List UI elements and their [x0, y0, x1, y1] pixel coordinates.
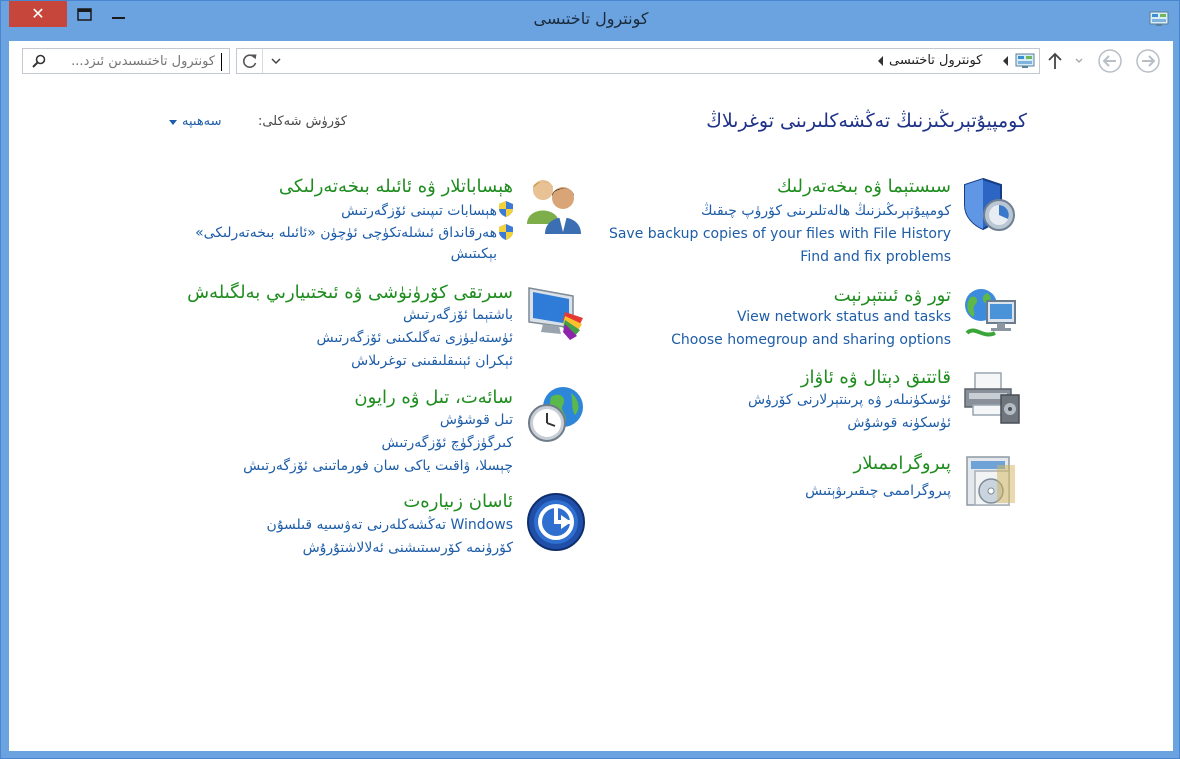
control-panel-content	[9, 79, 1173, 751]
control-panel-icon	[1015, 53, 1035, 69]
category-clock-language-region[interactable]: سائەت، تىل ۋە رايون	[354, 387, 513, 408]
link-family-safety-any-user[interactable]: ھەرقانداق ئىشلەتكۈچى ئۈچۈن «ئائىلە بىخەتەرلىكى»	[195, 225, 497, 241]
category-programs[interactable]: پىروگراممىلار	[853, 453, 951, 474]
link-uninstall-program[interactable]: پىروگراممى چىقىرىۋېتىش	[805, 483, 951, 499]
link-view-devices-printers[interactable]: ئۈسكۈنىلەر ۋە پرىنتېرلارنى كۆرۈش	[747, 392, 951, 408]
network-globe-icon[interactable]	[961, 285, 1023, 347]
up-arrow-icon[interactable]	[1045, 50, 1065, 72]
category-network-internet[interactable]: تور ۋە ئىنتېرنېت	[833, 285, 951, 306]
link-change-account-type[interactable]: ھېسابات تىپىنى ئۆزگەرتىش	[341, 203, 497, 219]
link-network-status[interactable]: View network status and tasks	[737, 309, 951, 325]
search-input[interactable]	[51, 51, 217, 71]
recent-locations-chevron-icon[interactable]	[1073, 53, 1085, 69]
hardware-printer-icon[interactable]	[961, 369, 1023, 431]
link-adjust-screen-resolution[interactable]: ئېكران ئېنىقلىقىنى توغرىلاش	[351, 353, 513, 369]
ease-of-access-icon[interactable]	[525, 491, 587, 553]
appearance-monitor-icon[interactable]	[525, 282, 587, 344]
search-icon[interactable]	[31, 53, 47, 69]
view-by-label: كۆرۈش شەكلى:	[257, 114, 347, 129]
link-change-date-time-number-formats[interactable]: چېسلا، ۋاقىت ياكى سان فورماتىنى ئۆزگەرتىش	[243, 458, 513, 474]
view-by-dropdown-arrow-icon[interactable]	[169, 120, 177, 126]
clock-globe-icon[interactable]	[525, 383, 587, 445]
link-optimize-visual-display[interactable]: كۆرۈنمە كۆرسىتىشنى ئەلالاشتۇرۇش	[302, 540, 513, 556]
breadcrumb-arrow-icon[interactable]	[877, 56, 885, 66]
address-bar[interactable]	[236, 48, 1040, 74]
category-hardware-sound[interactable]: قاتتىق دېتال ۋە ئاۋاز	[800, 367, 951, 388]
breadcrumb-control-panel[interactable]: كونترول تاختىسى	[889, 53, 983, 68]
link-add-device[interactable]: ئۈسكۈنە قوشۇش	[847, 415, 951, 431]
link-change-desktop-background[interactable]: ئۈستەليۈزى تەگلىكىنى ئۆزگەرتىش	[316, 330, 513, 346]
refresh-button[interactable]	[237, 49, 263, 73]
category-ease-of-access[interactable]: ئاسان زىيارەت	[403, 491, 513, 512]
search-box[interactable]	[22, 48, 230, 74]
link-review-computer-status[interactable]: كومپيۇتېرىڭىزنىڭ ھالەتلىرىنى كۆرۈپ چىقىڭ	[700, 203, 951, 219]
link-family-safety-setup[interactable]: بېكىتىش	[450, 246, 497, 262]
navigation-bar	[9, 41, 1173, 79]
text-caret	[221, 53, 222, 71]
system-security-shield-icon[interactable]	[961, 175, 1023, 237]
user-accounts-icon[interactable]	[525, 176, 587, 238]
control-panel-app-icon[interactable]	[1149, 11, 1169, 27]
link-homegroup-sharing[interactable]: Choose homegroup and sharing options	[671, 332, 951, 348]
uac-shield-icon	[499, 224, 513, 240]
link-add-language[interactable]: تىل قوشۇش	[439, 412, 513, 428]
programs-icon[interactable]	[961, 451, 1023, 513]
uac-shield-icon	[499, 201, 513, 217]
back-button-icon[interactable]	[1097, 48, 1123, 74]
window-title: كونترول تاختىسى	[533, 9, 649, 28]
forward-button-icon[interactable]	[1135, 48, 1161, 74]
link-windows-suggest-settings[interactable]: Windows تەڭشەكلەرنى تەۋسىيە قىلسۇن	[266, 517, 513, 533]
link-change-theme[interactable]: باشتېما ئۆزگەرتىش	[403, 307, 513, 323]
view-by-dropdown[interactable]: سەھىپە	[182, 114, 222, 129]
category-system-security[interactable]: سىستېما ۋە بىخەتەرلىك	[776, 176, 951, 197]
title-bar[interactable]	[1, 1, 1180, 39]
chevron-down-icon	[265, 49, 287, 73]
link-change-input-methods[interactable]: كىرگۈزگۈچ ئۆزگەرتىش	[381, 435, 513, 451]
page-title: كومپيۇتېرىڭىزنىڭ تەڭشەكلىرىنى توغرىلاڭ	[706, 110, 1027, 132]
refresh-icon	[237, 49, 263, 73]
link-find-fix-problems[interactable]: Find and fix problems	[800, 249, 951, 265]
link-file-history-backup[interactable]: Save backup copies of your files with File History	[608, 226, 951, 242]
breadcrumb-root-arrow-icon[interactable]	[1002, 56, 1010, 66]
category-user-accounts[interactable]: ھېساباتلار ۋە ئائىلە بىخەتەرلىكى	[278, 176, 513, 197]
view-by-control	[169, 114, 359, 134]
address-dropdown-button[interactable]	[265, 49, 287, 73]
close-button[interactable]: ✕	[9, 1, 67, 27]
category-appearance-personalization[interactable]: سىرتقى كۆرۈنۈشى ۋە ئىختىيارىي بەلگىلەش	[187, 282, 513, 303]
